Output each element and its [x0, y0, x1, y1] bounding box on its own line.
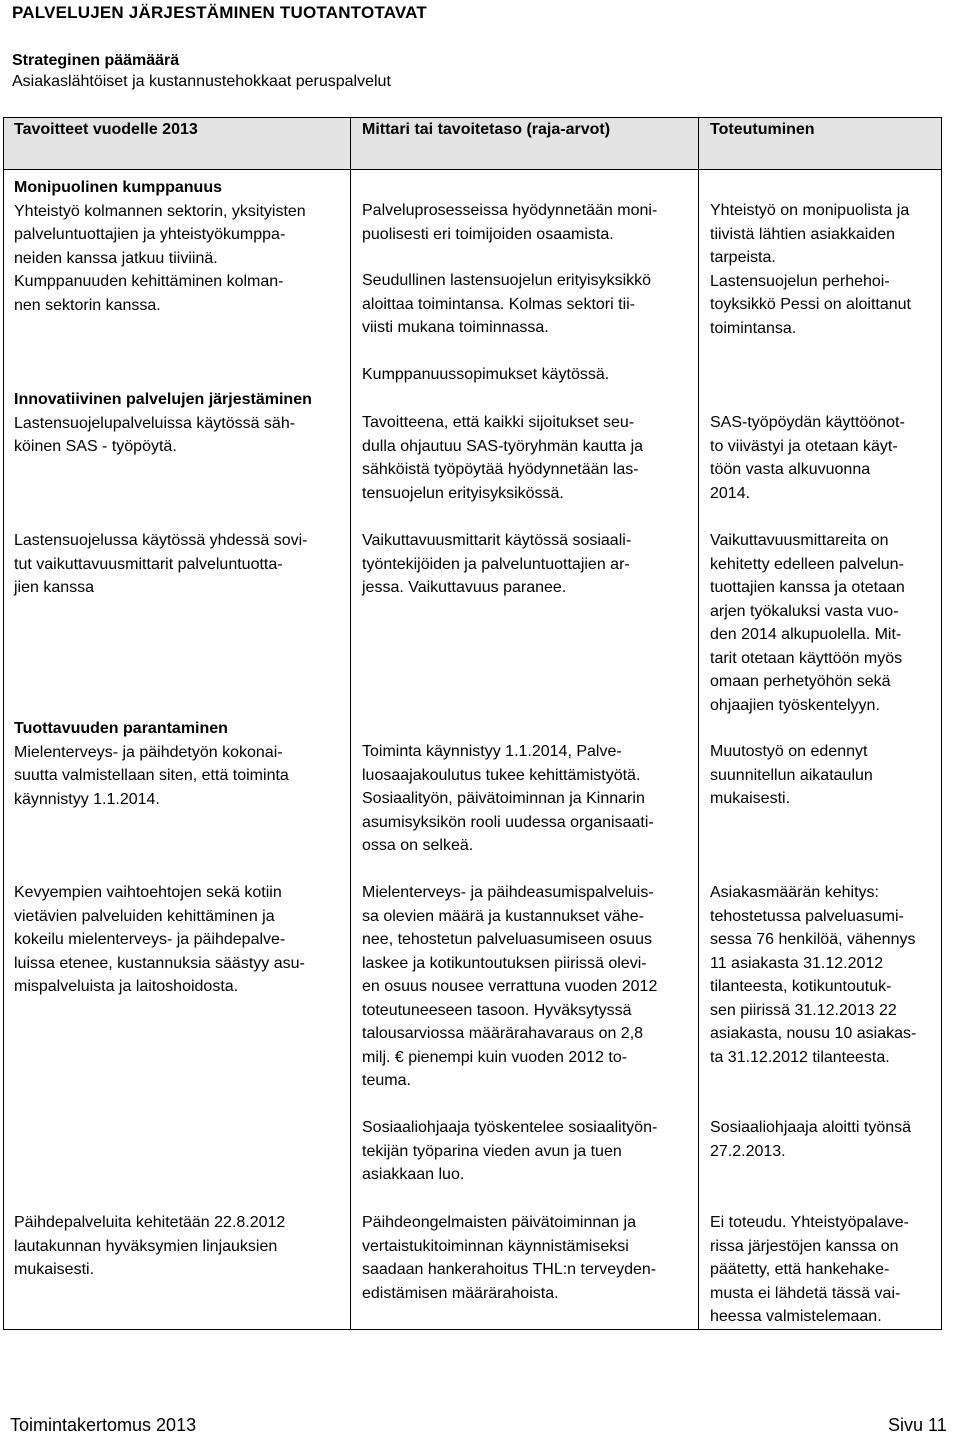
goals-table — [3, 117, 942, 1330]
outcome-text: Muutostyö on edennyt suunnitellun aikataulun mukaisesti. — [710, 743, 873, 807]
footer-document-name: Toimintakertomus 2013 — [10, 1415, 197, 1435]
goal-text: Yhteistyö kolmannen sektorin, yksityisten palveluntuottajien ja yhteistyökumppa- neiden kanssa jatkuu tiiviinä. Kumppanuuden kehittäminen kolman- nen sektorin kanssa. — [14, 202, 306, 314]
strategic-goal-text: Asiakaslähtöiset ja kustannustehokkaat peruspalvelut — [12, 73, 391, 90]
goal-text: Lastensuojelupalveluissa käytössä säh- köinen SAS - työpöytä. — [14, 414, 296, 455]
column-header-outcome: Toteutuminen — [710, 121, 815, 138]
column-header-metric: Mittari tai tavoitetaso (raja-arvot) — [362, 121, 611, 138]
metric-text: Vaikuttavuusmittarit käytössä sosiaali- työntekijöiden ja palveluntuottajien ar- jessa. Vaikuttavuus paranee. — [362, 532, 632, 596]
metric-text: Seudullinen lastensuojelun erityisyksikkö aloittaa toimintansa. Kolmas sektori tii- viisti mukana toiminnassa. — [362, 272, 652, 336]
metric-text: Mielenterveys- ja päihdeasumispalveluis- sa olevien määrä ja kustannukset vähe- nee, tehostetun palveluasumiseen osuus laskee ja kotikuntoutuksen piirissä olevi- en osuus nousee verrattuna vuoden 2012 toteutuneeseen tasoon. Hyväksytyssä talousarviossa määrärahavaraus on 2,8 milj. € pienempi kuin vuoden 2012 to- teuma. — [362, 884, 658, 1089]
goal-cell — [14, 388, 344, 459]
metric-text: Tavoitteena, että kaikki sijoitukset seu- dulla ohjautuu SAS-työryhmän kautta ja sähköistä työpöytää hyödynnetään las- tensuojelun erityisyksikössä. — [362, 414, 644, 502]
outcome-text: Yhteistyö on monipuolista ja tiivistä lähtien asiakkaiden tarpeista. Lastensuojelun perhehoi- toyksikkö Pessi on aloittanut toimintansa. — [710, 202, 911, 337]
goal-cell — [14, 176, 344, 317]
page-title: PALVELUJEN JÄRJESTÄMINEN TUOTANTOTAVAT — [12, 3, 427, 22]
metric-text: Palveluprosesseissa hyödynnetään moni- puolisesti eri toimijoiden osaamista. — [362, 202, 658, 243]
outcome-text: SAS-työpöydän käyttöönot- to viivästyi ja otetaan käyt- töön vasta alkuvuonna 2014. — [710, 414, 905, 502]
column-divider — [350, 118, 351, 1329]
strategic-goal-label: Strateginen päämäärä — [12, 52, 180, 69]
outcome-text: Vaikuttavuusmittareita on kehitetty edelleen palvelun- tuottajien kanssa ja otetaan arjen työkaluksi vasta vuo- den 2014 alkupuolella. Mit- tarit otetaan käyttöön myös omaan perhetyöhön sekä ohjaajien työskentelyyn. — [710, 532, 905, 714]
column-header-goals: Tavoitteet vuodelle 2013 — [14, 121, 198, 138]
goal-cell — [14, 717, 344, 811]
outcome-text: Sosiaaliohjaaja aloitti työnsä 27.2.2013. — [710, 1119, 912, 1160]
metric-text: Sosiaaliohjaaja työskentelee sosiaalityön- tekijän työparina vieden avun ja tuen asiakkaan luo. — [362, 1119, 658, 1183]
goal-text: Mielenterveys- ja päihdetyön kokonai- suutta valmistellaan siten, että toiminta käynnistyy 1.1.2014. — [14, 743, 289, 808]
column-divider — [698, 118, 699, 1329]
metric-text: Kumppanuussopimukset käytössä. — [362, 366, 610, 383]
goal-heading: Innovatiivinen palvelujen järjestäminen — [14, 391, 312, 408]
footer-page-number: Sivu 11 — [888, 1415, 947, 1435]
table-header-row — [4, 118, 941, 170]
metric-text: Päihdeongelmaisten päivätoiminnan ja vertaistukitoiminnan käynnistämiseksi saadaan hankerahoitus THL:n terveyden- edistämisen määrärahoista. — [362, 1214, 657, 1302]
goal-heading: Tuottavuuden parantaminen — [14, 720, 228, 737]
goal-heading: Monipuolinen kumppanuus — [14, 179, 222, 196]
metric-text: Toiminta käynnistyy 1.1.2014, Palve- luosaajakoulutus tukee kehittämistyötä. Sosiaalityön, päivätoiminnan ja Kinnarin asumisyksikön rooli uudessa organisaati- ossa on selkeä. — [362, 743, 654, 854]
outcome-text: Asiakasmäärän kehitys: tehostetussa palveluasumi- sessa 76 henkilöä, vähennys 11 asiakasta 31.12.2012 tilanteesta, kotikuntoutuk- sen piirissä 31.12.2013 22 asiakasta, nousu 10 asiakas- ta 31.12.2012 tilanteesta. — [710, 884, 917, 1066]
goal-text: Lastensuojelussa käytössä yhdessä sovi- tut vaikuttavuusmittarit palveluntuotta- jien kanssa — [14, 532, 308, 596]
outcome-text: Ei toteudu. Yhteistyöpalave- rissa järjestöjen kanssa on päätetty, että hankehake- musta ei lähdetä tässä vai- heessa valmistelemaan. — [710, 1214, 909, 1325]
goal-text: Kevyempien vaihtoehtojen sekä kotiin vietävien palveluiden kehittäminen ja kokeilu mielenterveys- ja päihdepalve- luissa etenee, kustannuksia säästyy asu- mispalveluista ja laitoshoidosta. — [14, 884, 305, 995]
goal-text: Päihdepalveluita kehitetään 22.8.2012 lautakunnan hyväksymien linjauksien mukaisesti. — [14, 1214, 286, 1278]
